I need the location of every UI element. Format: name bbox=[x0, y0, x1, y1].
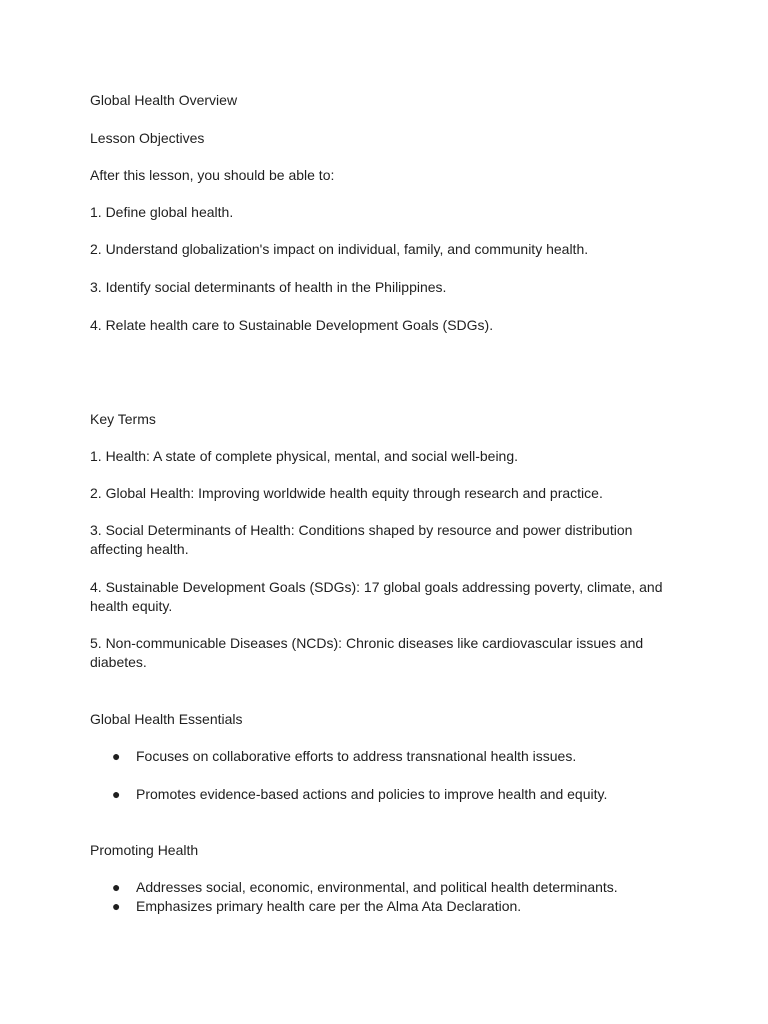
objective-item: 2. Understand globalization's impact on individual, family, and community health. bbox=[90, 241, 589, 257]
bullet-icon: ● bbox=[112, 748, 121, 764]
key-term-item: 4. Sustainable Development Goals (SDGs): 17 global goals addressing poverty, climate, and health equity. bbox=[90, 579, 663, 614]
essentials-item: Focuses on collaborative efforts to address transnational health issues. bbox=[136, 748, 577, 764]
key-term-item: 1. Health: A state of complete physical, mental, and social well-being. bbox=[90, 448, 519, 464]
key-term-item: 5. Non-communicable Diseases (NCDs): Chronic diseases like cardiovascular issues and diabetes. bbox=[90, 635, 644, 670]
promoting-item: Emphasizes primary health care per the Alma Ata Declaration. bbox=[136, 898, 522, 914]
objective-item: 1. Define global health. bbox=[90, 204, 234, 220]
promoting-item: Addresses social, economic, environmental, and political health determinants. bbox=[136, 879, 618, 895]
key-terms-heading: Key Terms bbox=[90, 411, 156, 427]
document-title: Global Health Overview bbox=[90, 92, 238, 108]
objective-item: 4. Relate health care to Sustainable Development Goals (SDGs). bbox=[90, 317, 494, 333]
essentials-item: Promotes evidence-based actions and policies to improve health and equity. bbox=[136, 786, 608, 802]
bullet-icon: ● bbox=[112, 879, 121, 895]
essentials-heading: Global Health Essentials bbox=[90, 711, 243, 727]
objectives-heading: Lesson Objectives bbox=[90, 130, 205, 146]
objective-item: 3. Identify social determinants of health in the Philippines. bbox=[90, 279, 447, 295]
key-term-item: 3. Social Determinants of Health: Conditions shaped by resource and power distribution affecting health. bbox=[90, 522, 633, 557]
bullet-icon: ● bbox=[112, 898, 121, 914]
promoting-heading: Promoting Health bbox=[90, 842, 199, 858]
key-term-item: 2. Global Health: Improving worldwide health equity through research and practice. bbox=[90, 485, 603, 501]
bullet-icon: ● bbox=[112, 786, 121, 802]
objectives-intro: After this lesson, you should be able to: bbox=[90, 167, 335, 183]
